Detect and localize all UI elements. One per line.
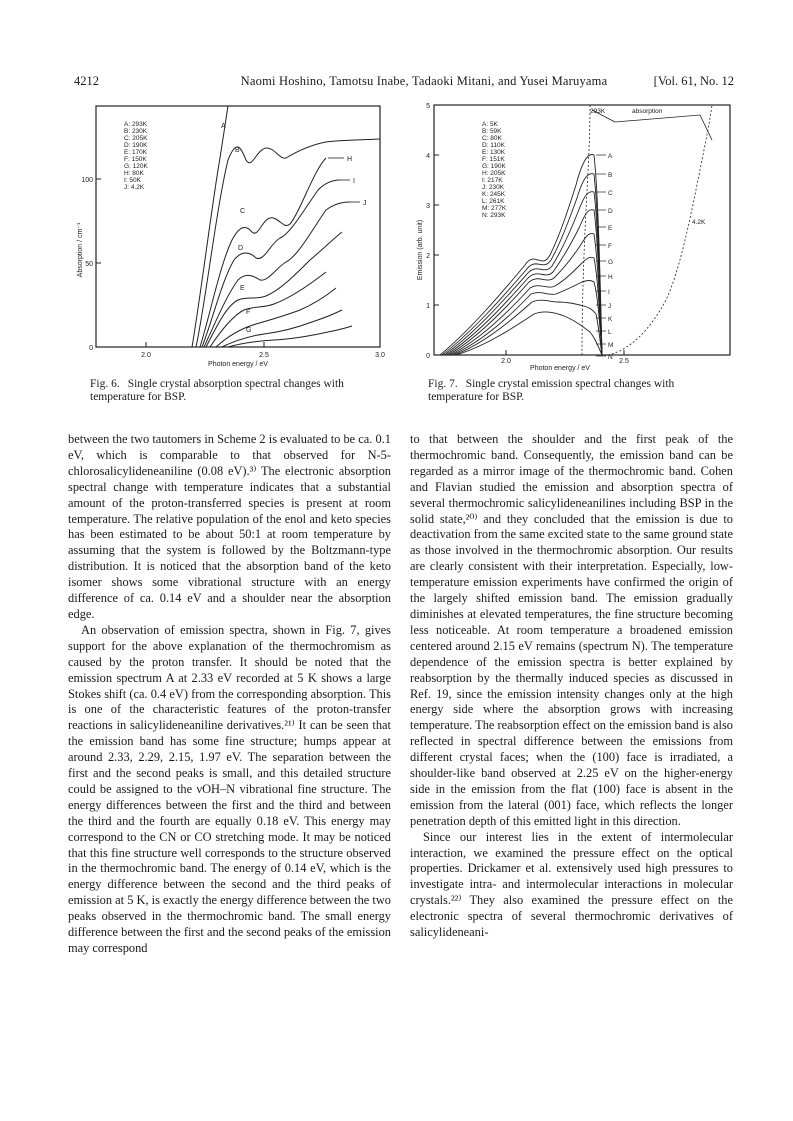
fig7-legend-entry: G: 190K	[482, 163, 506, 170]
fig6-legend-entry: A: 293K	[124, 121, 148, 128]
fig7-annotation: 293K	[590, 108, 606, 115]
fig7-xtick: 2.0	[501, 358, 511, 365]
fig6-legend-entry: C: 205K	[124, 135, 148, 142]
fig6-curve-label: I	[353, 178, 355, 185]
fig7-curve-b	[442, 174, 602, 355]
fig7-legend-entry: H: 205K	[482, 170, 506, 177]
fig6-curve-label: J	[363, 200, 367, 207]
paragraph: An observation of emission spectra, shown in Fig. 7, gives support for the above explanation of the thermochromism as caused by the proton transfer. It should be noted that the emission spectrum A at 2.33 eV recorded at 5 K shows a large Stokes shift (ca. 0.4 eV) from the corresponding absorption. This is one of the characteristic features of the proton-transfer reactions in salicylideneaniline derivatives.²¹⁾ It can be seen that the emission band has some fine structure; humps appear at around 2.33, 2.29, 2.15, 1.97 eV. The separation between the first and the second peaks is small, and this detailed structure could be assigned to the νOH–N vibrational fine structure. The energy differences between the first and the third and between the third and the fourth are equally 0.18 eV. This energy may correspond to the CN or CO stretching mode. It may be noticed that this fine structure well corresponds to the structure observed in the thermochromic band. The energy of 0.14 eV, which is the energy difference between the second and the third peaks of emission at 5 K, is exactly the energy difference between the two peaks observed in the thermochromic band. The small energy difference between the first and the second peaks of the emission may correspond	[68, 622, 391, 955]
body-right-column	[410, 432, 733, 941]
fig7-yaxis-label: Emission (arb. unit)	[417, 219, 424, 281]
fig7-legend-entry: I: 217K	[482, 177, 503, 184]
fig6-xaxis-label: Photon energy / eV	[208, 361, 268, 368]
fig6-curve-label: H	[347, 156, 353, 163]
figure-7-label: Fig. 7.	[428, 378, 458, 390]
fig6-legend-entry: B: 230K	[124, 128, 148, 135]
fig6-xtick: 2.0	[141, 352, 151, 359]
fig7-legend-entry: N: 293K	[482, 212, 506, 219]
fig6-curve-c	[206, 232, 342, 347]
paragraph: to that between the shoulder and the first peak of the thermochromic band. Consequently, the emission band can be regarded as a mirror image of the thermochromic band. Cohen and Flavian studied the emission and absorption spectra of several thermochromic salicylideneanilines including BSP in the solid state,²⁰⁾ and they concluded that the emission is due to deactivation from the same excited state to the same ground state as those involved in the thermochromic absorption. Our results are clearly consistent with their interpretation. Especially, low-temperature emission experiments have confirmed the origin of the largely shifted emission band. The emission gradually diminishes at elevated temperatures, the fine structure becoming less noticeable. At room temperature a broadened emission centered around 2.15 eV remains (spectrum N). The temperature dependence of the emission spectra is better explained by reabsorption by the thermally induced species as discussed in Ref. 19, since the emission intensity changes only at the high energy side where the absorption grows with increasing temperature. The reabsorption effect on the emission band is also reflected in spectral difference between the emissions from different crystal faces; when the (100) face is irradiated, a shoulder-like band observed at 2.25 eV on the higher-energy side in the emission from the flat (100) face is absent in the emission from the lateral (001) face, which reflects the longer penetration depth of this emitted light in this direction.	[410, 432, 733, 828]
running-header	[74, 74, 734, 92]
figure-6-label: Fig. 6.	[90, 378, 120, 390]
fig6-ytick: 0	[89, 345, 93, 352]
fig7-curve-label: J	[608, 303, 612, 310]
fig6-ytick: 100	[81, 177, 93, 184]
fig6-legend-entry: D: 190K	[124, 142, 148, 149]
fig7-curve-label: N	[608, 354, 613, 361]
fig7-curve-label: L	[608, 329, 612, 336]
fig7-curve-label: K	[608, 316, 613, 323]
fig7-curve-label: I	[608, 289, 610, 296]
figure-7	[410, 100, 740, 370]
fig7-legend-entry: C: 80K	[482, 135, 502, 142]
fig6-legend-entry: G: 120K	[124, 163, 148, 170]
fig7-xtick: 2.5	[619, 358, 629, 365]
fig7-legend-entry: K: 245K	[482, 191, 506, 198]
fig6-curve-label: F	[246, 309, 251, 316]
figure-7-caption	[428, 378, 728, 404]
fig7-curve-a	[440, 154, 602, 355]
fig6-curve-label: C	[240, 208, 246, 215]
fig7-ytick: 5	[426, 103, 430, 110]
fig7-ytick: 1	[426, 303, 430, 310]
fig7-legend-entry: M: 277K	[482, 205, 507, 212]
fig7-curve-label: H	[608, 274, 613, 281]
fig7-absorption-4-2k	[608, 105, 712, 355]
fig6-curve-label: E	[240, 285, 245, 292]
fig6-legend-entry: H: 80K	[124, 170, 144, 177]
running-authors: Naomi Hoshino, Tamotsu Inabe, Tadaoki Mitani, and Yusei Maruyama	[240, 74, 608, 88]
fig7-legend-entry: F: 151K	[482, 156, 505, 163]
fig6-curve-h	[200, 158, 326, 347]
journal-volume: [Vol. 61, No. 12	[653, 74, 734, 88]
fig7-legend-entry: B: 59K	[482, 128, 502, 135]
figure-6	[60, 100, 390, 370]
fig7-annotation: 4.2K	[692, 219, 706, 226]
fig7-curve-f	[448, 234, 602, 356]
fig6-curve-label: D	[238, 245, 244, 252]
paragraph: between the two tautomers in Scheme 2 is evaluated to be ca. 0.1 eV, which is comparable to that observed for N-5-chlorosalicylideneaniline (0.08 eV).³⁾ The electronic absorption spectral change with temperature indicates that a substantial amount of the proton-transferred species is present at room temperature. The relative population of the enol and keto species has been estimated to be about 50:1 at room temperature by assuming that the system is followed by the Boltzmann-type distribution. It is noticed that the absorption band of the keto isomer shows some vibrational structure with an energy difference of ca. 0.14 eV and a shoulder near the absorption edge.	[68, 432, 391, 621]
fig7-legend-entry: A: 5K	[482, 121, 498, 128]
fig7-curve-label: C	[608, 190, 613, 197]
fig7-annotation: absorption	[632, 108, 663, 115]
fig7-curve-h	[450, 257, 602, 355]
fig7-ytick: 3	[426, 203, 430, 210]
fig6-curve-label: G	[246, 327, 252, 334]
fig7-legend-entry: J: 230K	[482, 184, 505, 191]
fig7-ytick: 2	[426, 253, 430, 260]
fig6-legend-entry: F: 150K	[124, 156, 147, 163]
fig7-curve-label: A	[608, 153, 613, 160]
figure-7-plot	[410, 100, 740, 370]
body-left-column	[68, 432, 391, 957]
fig6-curve-i	[202, 180, 340, 347]
figure-7-caption-text: Single crystal emission spectral changes with temperature for BSP.	[428, 378, 675, 403]
fig6-curve-f	[222, 310, 342, 347]
fig6-yaxis-label: Absorption / cm⁻¹	[77, 222, 84, 278]
fig7-curve-label: E	[608, 225, 613, 232]
page-number: 4212	[74, 74, 99, 88]
fig7-curve-label: F	[608, 243, 612, 250]
fig7-ytick: 0	[426, 353, 430, 360]
fig6-xtick: 2.5	[259, 352, 269, 359]
fig7-curve-d	[446, 210, 602, 355]
fig7-absorption-293k	[582, 105, 590, 355]
fig7-curve-label: G	[608, 259, 614, 266]
fig7-curve-label: B	[608, 172, 613, 179]
fig7-ytick: 4	[426, 153, 430, 160]
fig7-curve-label: M	[608, 342, 614, 349]
fig7-legend-entry: E: 130K	[482, 149, 506, 156]
fig6-curve-label: A	[221, 123, 226, 130]
fig6-ytick: 50	[85, 261, 93, 268]
fig7-legend-entry: D: 110K	[482, 142, 506, 149]
fig6-legend-entry: I: 50K	[124, 177, 141, 184]
fig6-xtick: 3.0	[375, 352, 385, 359]
fig6-legend-entry: J: 4.2K	[124, 184, 145, 191]
figure-6-plot	[60, 100, 390, 370]
fig7-legend-entry: L: 261K	[482, 198, 505, 205]
fig6-curve-label: B	[235, 147, 240, 154]
figure-6-caption	[90, 378, 380, 404]
paragraph: Since our interest lies in the extent of intermolecular interaction, we examined the pressure effect on the optical properties. Drickamer et al. extensively used high pressures to investigate intra- and intermolecular interactions in molecular crystals.²²⁾ They also examined the pressure effect on the electronic spectra of several thermochromic derivatives of salicylideneani-	[410, 829, 733, 940]
fig7-xaxis-label: Photon energy / eV	[530, 365, 590, 372]
fig7-curve-label: D	[608, 208, 613, 215]
fig6-legend-entry: E: 170K	[124, 149, 148, 156]
figure-6-caption-text: Single crystal absorption spectral changes with temperature for BSP.	[90, 378, 344, 403]
